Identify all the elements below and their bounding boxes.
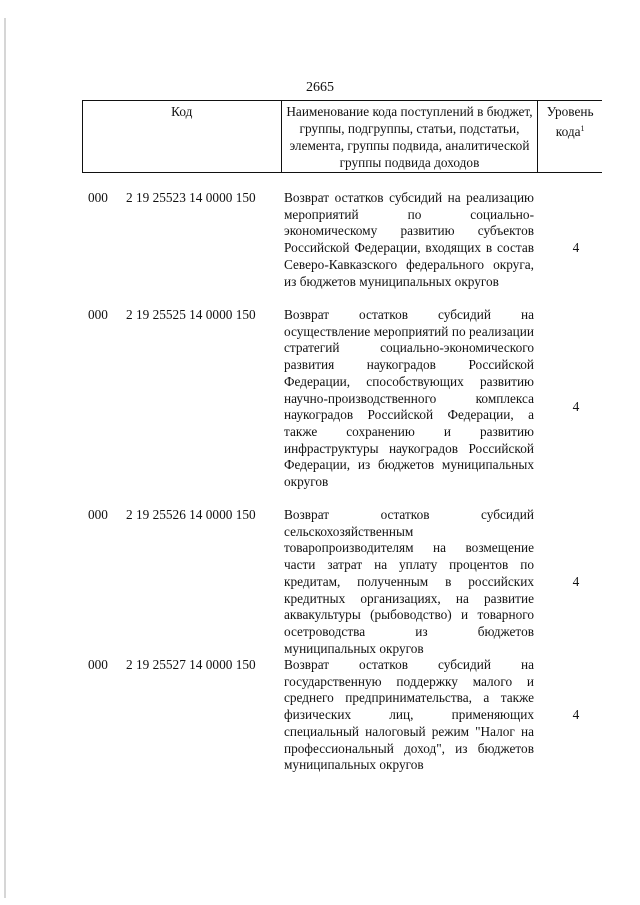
header-level <box>538 101 602 173</box>
row-code: 2 19 25525 14 0000 150 <box>126 307 256 322</box>
header-name <box>281 101 538 173</box>
page-number: 2665 <box>306 80 334 95</box>
row-level: 4 <box>572 240 580 255</box>
footnote-marker: 1 <box>580 124 585 133</box>
row-lead-code: 000 <box>88 657 108 672</box>
row-level: 4 <box>572 707 580 722</box>
row-level: 4 <box>572 574 580 589</box>
header-level-label: Уровень кода <box>546 104 594 139</box>
row-lead-code: 000 <box>88 307 108 322</box>
table-header <box>82 100 602 173</box>
row-code: 2 19 25527 14 0000 150 <box>126 657 256 672</box>
header-name-label: Наименование кода поступлений в бюджет, группы, подгруппы, статьи, подстатьи, элемента, группы подвида, аналитической группы подвида доходов <box>286 104 533 170</box>
row-name: Возврат остатков субсидий на осуществление мероприятий по реализации стратегий социально-экономического развития наукоградов Российской Федерации, способствующих развитию научно-производственного комплекса наукоградов Российской Федерации, а также сохранению и развитию инфраструктуры наукоградов Российской Федерации, из бюджетов муниципальных округов <box>284 307 534 490</box>
header-code <box>83 101 282 173</box>
header-code-label: Код <box>171 104 193 119</box>
row-name: Возврат остатков субсидий на государственную поддержку малого и среднего предпринимательства, а также физических лиц, применяющих специальный налоговый режим "Налог на профессиональный доход", из бюджетов муниципальных округов <box>284 657 534 773</box>
row-lead-code: 000 <box>88 190 108 205</box>
row-code: 2 19 25526 14 0000 150 <box>126 507 256 522</box>
row-name: Возврат остатков субсидий на реализацию мероприятий по социально-экономическому развитию субъектов Российской Федерации, входящих в состав Северо-Кавказского федерального округа, из бюджетов муниципальных округов <box>284 190 534 289</box>
scan-edge <box>4 18 6 898</box>
row-lead-code: 000 <box>88 507 108 522</box>
row-code: 2 19 25523 14 0000 150 <box>126 190 256 205</box>
row-level: 4 <box>572 399 580 414</box>
row-name: Возврат остатков субсидий сельскохозяйственным товаропроизводителям на возмещение части затрат на уплату процентов по кредитам, полученным в российских кредитных организациях, на развитие аквакультуры (рыбоводство) и товарного осетроводства из бюджетов муниципальных округов <box>284 507 534 656</box>
